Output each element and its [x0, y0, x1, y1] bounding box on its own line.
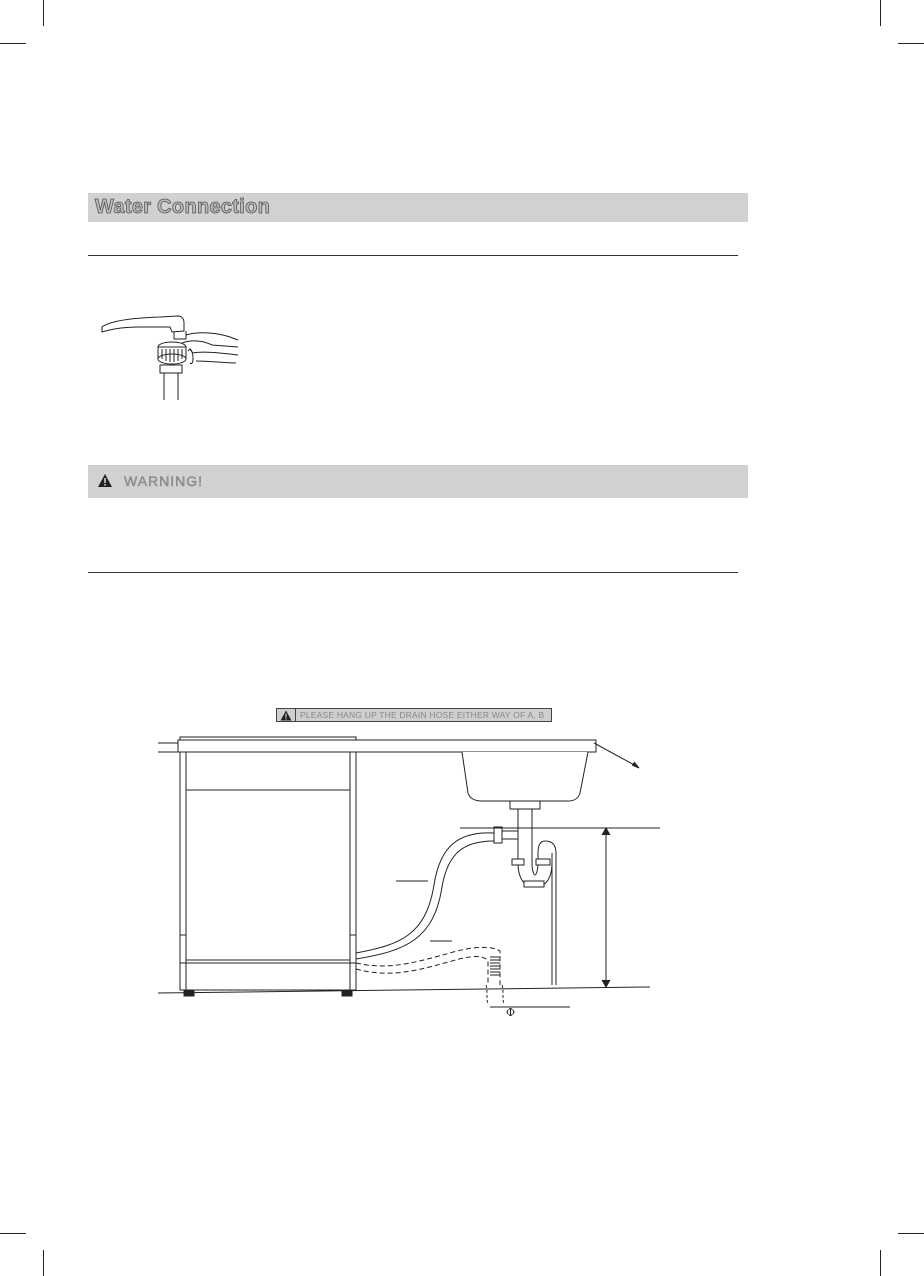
- warning-triangle-icon: [97, 473, 113, 489]
- crop-mark: [880, 0, 881, 26]
- warning-triangle-icon: [280, 710, 292, 721]
- divider: [88, 255, 738, 256]
- warning-header: [88, 465, 748, 498]
- drain-installation-diagram: [150, 735, 670, 1015]
- section-title: Water Connection: [95, 196, 271, 218]
- divider: [88, 572, 738, 573]
- banner-separator: [295, 709, 296, 721]
- warning-title: WARNING!: [124, 473, 204, 489]
- drain-instruction-text: PLEASE HANG UP THE DRAIN HOSE EITHER WAY OF A, B: [300, 710, 545, 720]
- crop-mark: [43, 0, 44, 26]
- crop-mark: [898, 43, 924, 44]
- crop-mark: [0, 43, 26, 44]
- tap-connection-illustration: [100, 305, 240, 405]
- crop-mark: [898, 1233, 924, 1234]
- diameter-symbol: Φ: [506, 1006, 516, 1019]
- drain-instruction-banner: [276, 708, 552, 722]
- section-header: [88, 193, 748, 222]
- crop-mark: [0, 1233, 26, 1234]
- crop-mark: [880, 1250, 881, 1276]
- crop-mark: [43, 1250, 44, 1276]
